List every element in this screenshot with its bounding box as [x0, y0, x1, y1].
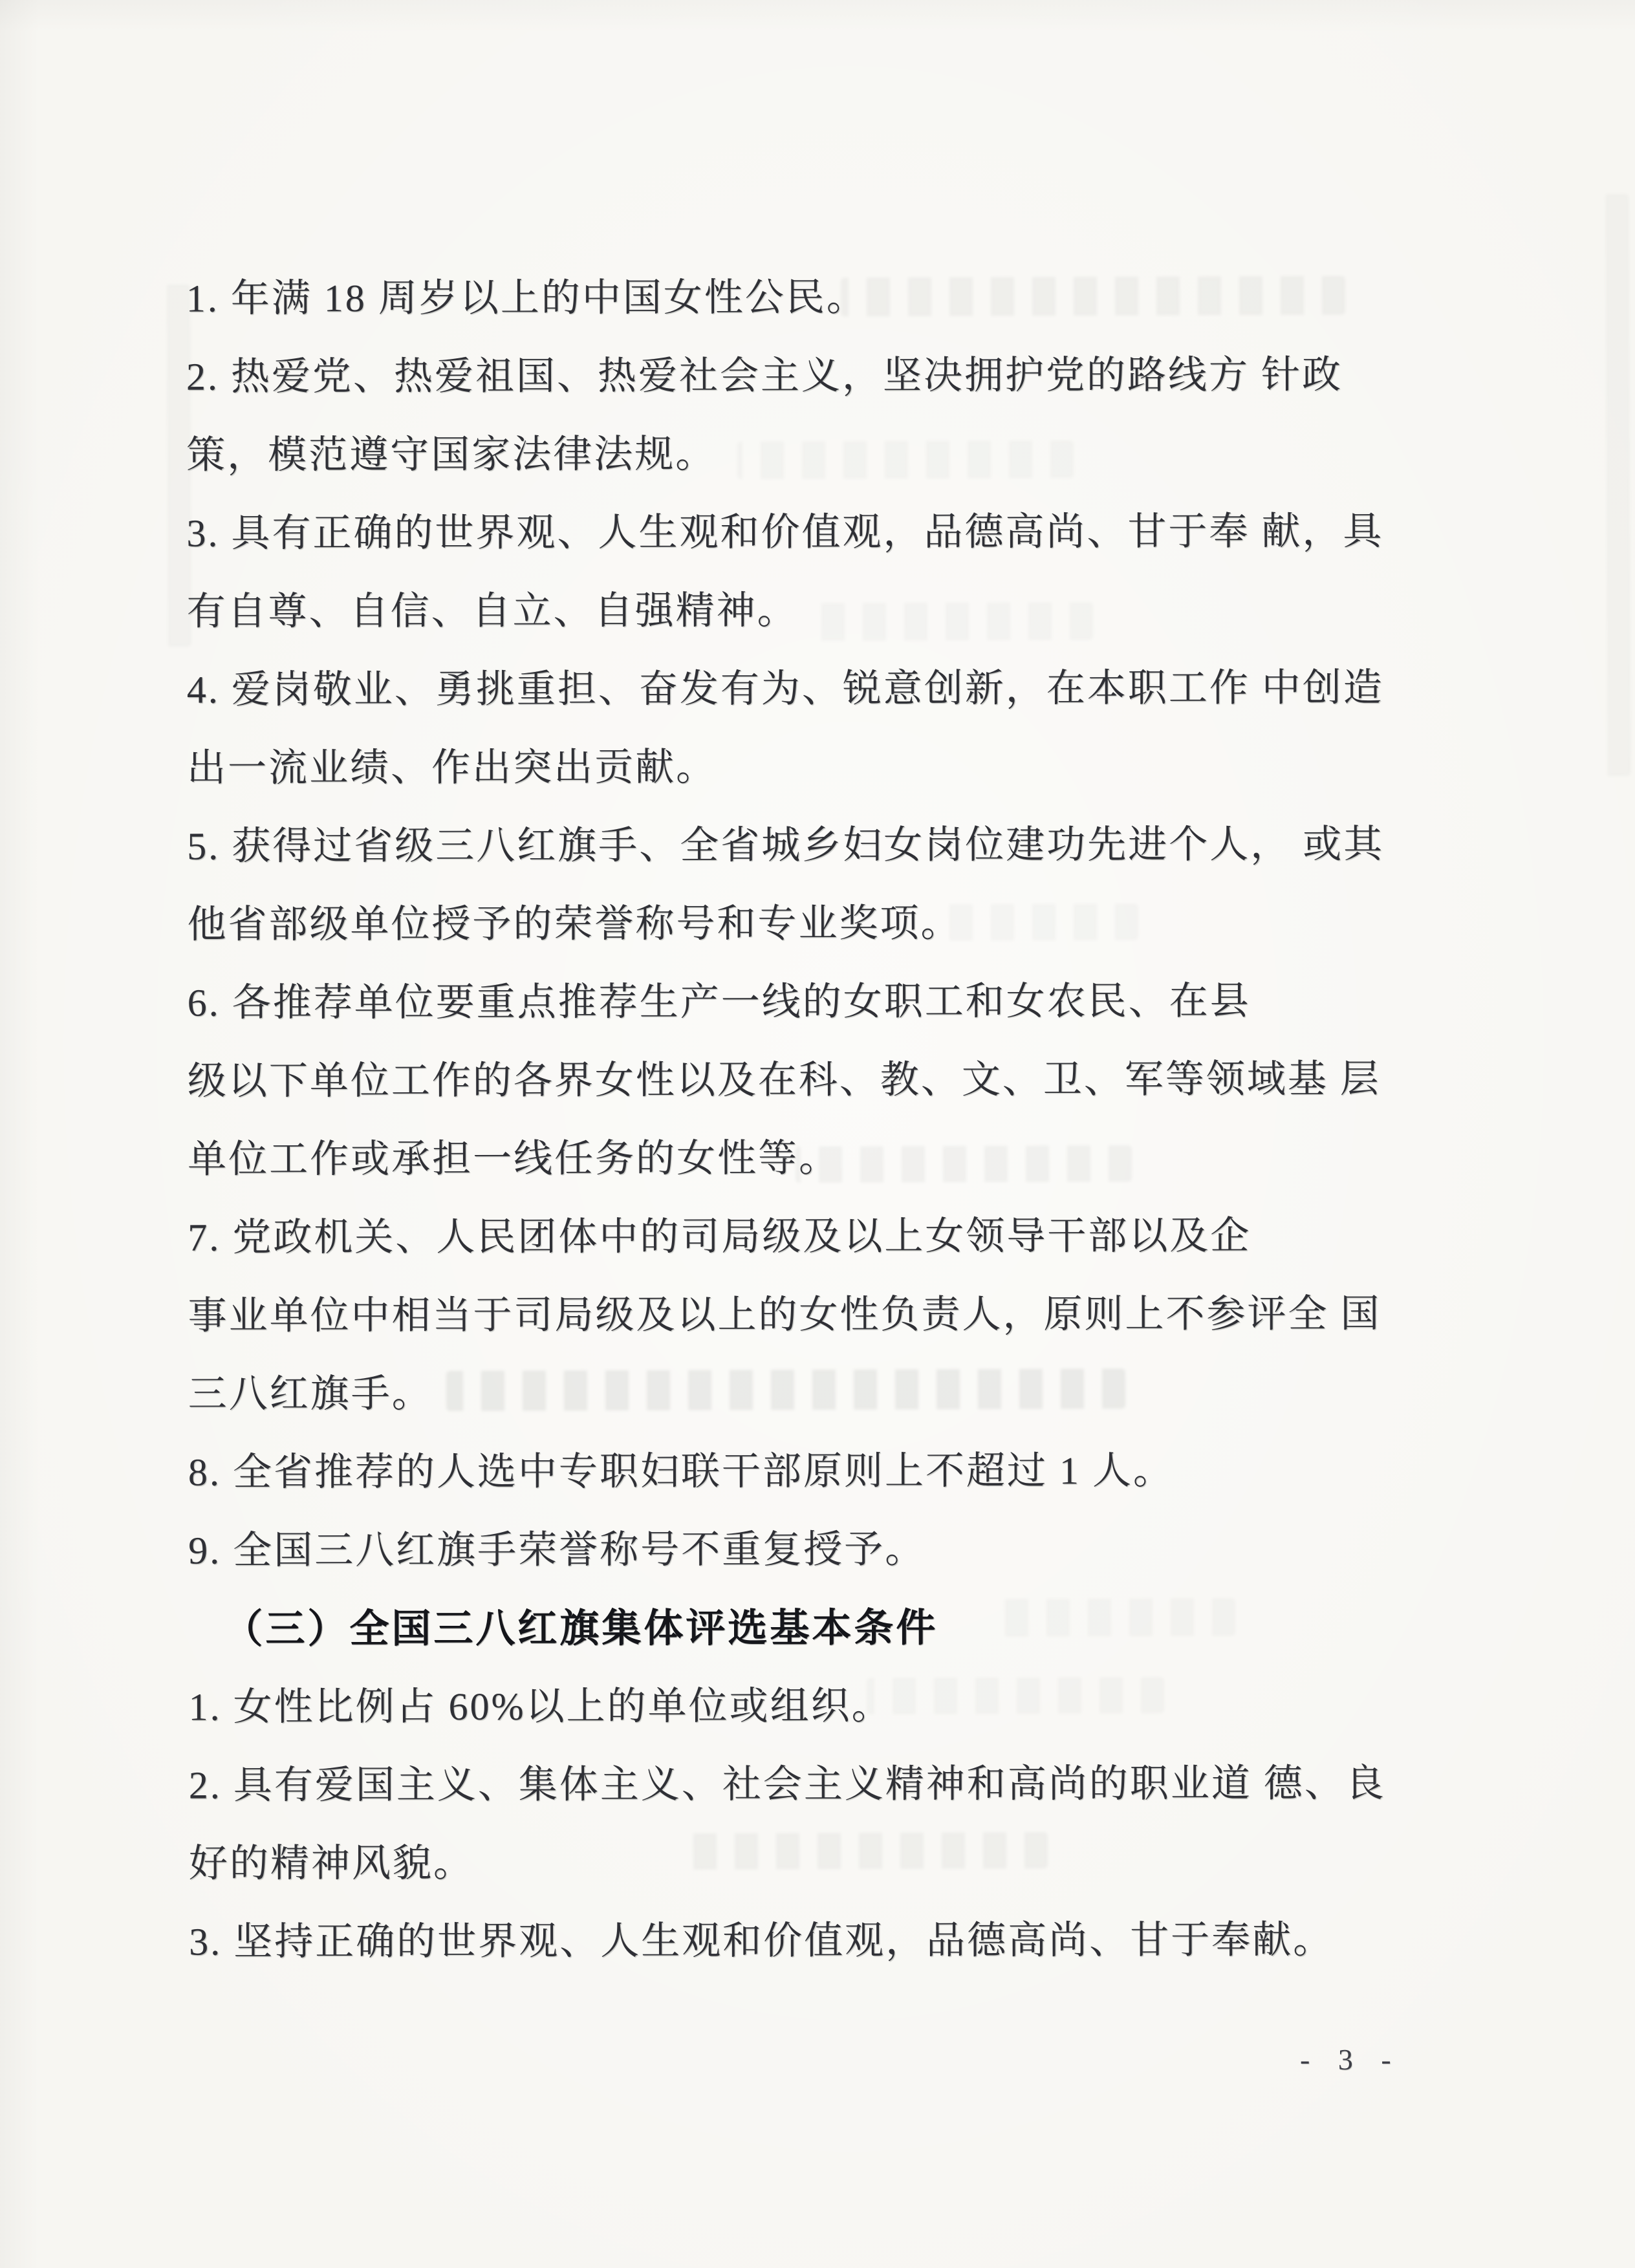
text-line: 8. 全省推荐的人选中专职妇联干部原则上不超过 1 人。	[188, 1449, 1175, 1494]
section-heading: （三）全国三八红旗集体评选基本条件	[223, 1605, 938, 1651]
numbered-item-6	[188, 962, 1417, 1198]
numbered-item-3	[186, 492, 1415, 651]
text-line: 4. 爱岗敬业、勇挑重担、奋发有为、锐意创新，在本职工作	[186, 666, 1250, 711]
text-line: 2. 热爱党、热爱祖国、热爱社会主义，坚决拥护党的路线方	[186, 353, 1250, 398]
bleed-through-artifact	[1603, 194, 1630, 776]
text-line: 3. 坚持正确的世界观、人生观和价值观，品德高尚、甘于奉献。	[189, 1918, 1334, 1963]
collective-item-3	[189, 1901, 1418, 1981]
numbered-item-9	[188, 1509, 1417, 1590]
numbered-item-4	[187, 649, 1416, 807]
numbered-item-1	[186, 257, 1415, 338]
text-line: 6. 各推荐单位要重点推荐生产一线的女职工和女农民、在县	[187, 979, 1251, 1024]
text-line: 事业单位中相当于司局级及以上的女性负责人，原则上不参评全	[188, 1292, 1329, 1337]
text-line: 德、良好的精神风貌。	[188, 1762, 1386, 1885]
text-line: 中创造出一流业绩、作出突出贡献。	[186, 666, 1384, 790]
text-line: 献，具有自尊、自信、自立、自强精神。	[186, 510, 1384, 633]
text-line: 5. 获得过省级三八红旗手、全省城乡妇女岗位建功先进个人，	[187, 823, 1292, 868]
collective-item-1	[188, 1666, 1417, 1746]
text-line: 9. 全国三八红旗手荣誉称号不重复授予。	[188, 1528, 926, 1572]
collective-item-2	[189, 1744, 1418, 1903]
text-line: 2. 具有爱国主义、集体主义、社会主义精神和高尚的职业道	[188, 1762, 1252, 1807]
page-number: - 3 -	[1300, 2043, 1402, 2076]
numbered-item-7	[188, 1196, 1417, 1433]
text-line: 1. 年满 18 周岁以上的中国女性公民。	[186, 275, 867, 320]
document-body	[186, 257, 1418, 1981]
text-line: 级以下单位工作的各界女性以及在科、教、文、卫、军等领域基	[187, 1057, 1328, 1103]
text-line: 1. 女性比例占 60%以上的单位或组织。	[188, 1684, 893, 1729]
numbered-item-8	[188, 1431, 1417, 1511]
text-line: 或其他省部级单位授予的荣誉称号和专业奖项。	[187, 823, 1385, 946]
text-line: 3. 具有正确的世界观、人生观和价值观，品德高尚、甘于奉	[186, 510, 1250, 555]
numbered-item-5	[187, 805, 1416, 964]
text-line: 层单位工作或承担一线任务的女性等。	[188, 1057, 1381, 1181]
text-line: 针政策，模范遵守国家法律法规。	[186, 353, 1343, 477]
text-line: 7. 党政机关、人民团体中的司局级及以上女领导干部以及企	[188, 1214, 1251, 1259]
text-line: 国三八红旗手。	[188, 1292, 1381, 1416]
numbered-item-2	[186, 336, 1415, 494]
